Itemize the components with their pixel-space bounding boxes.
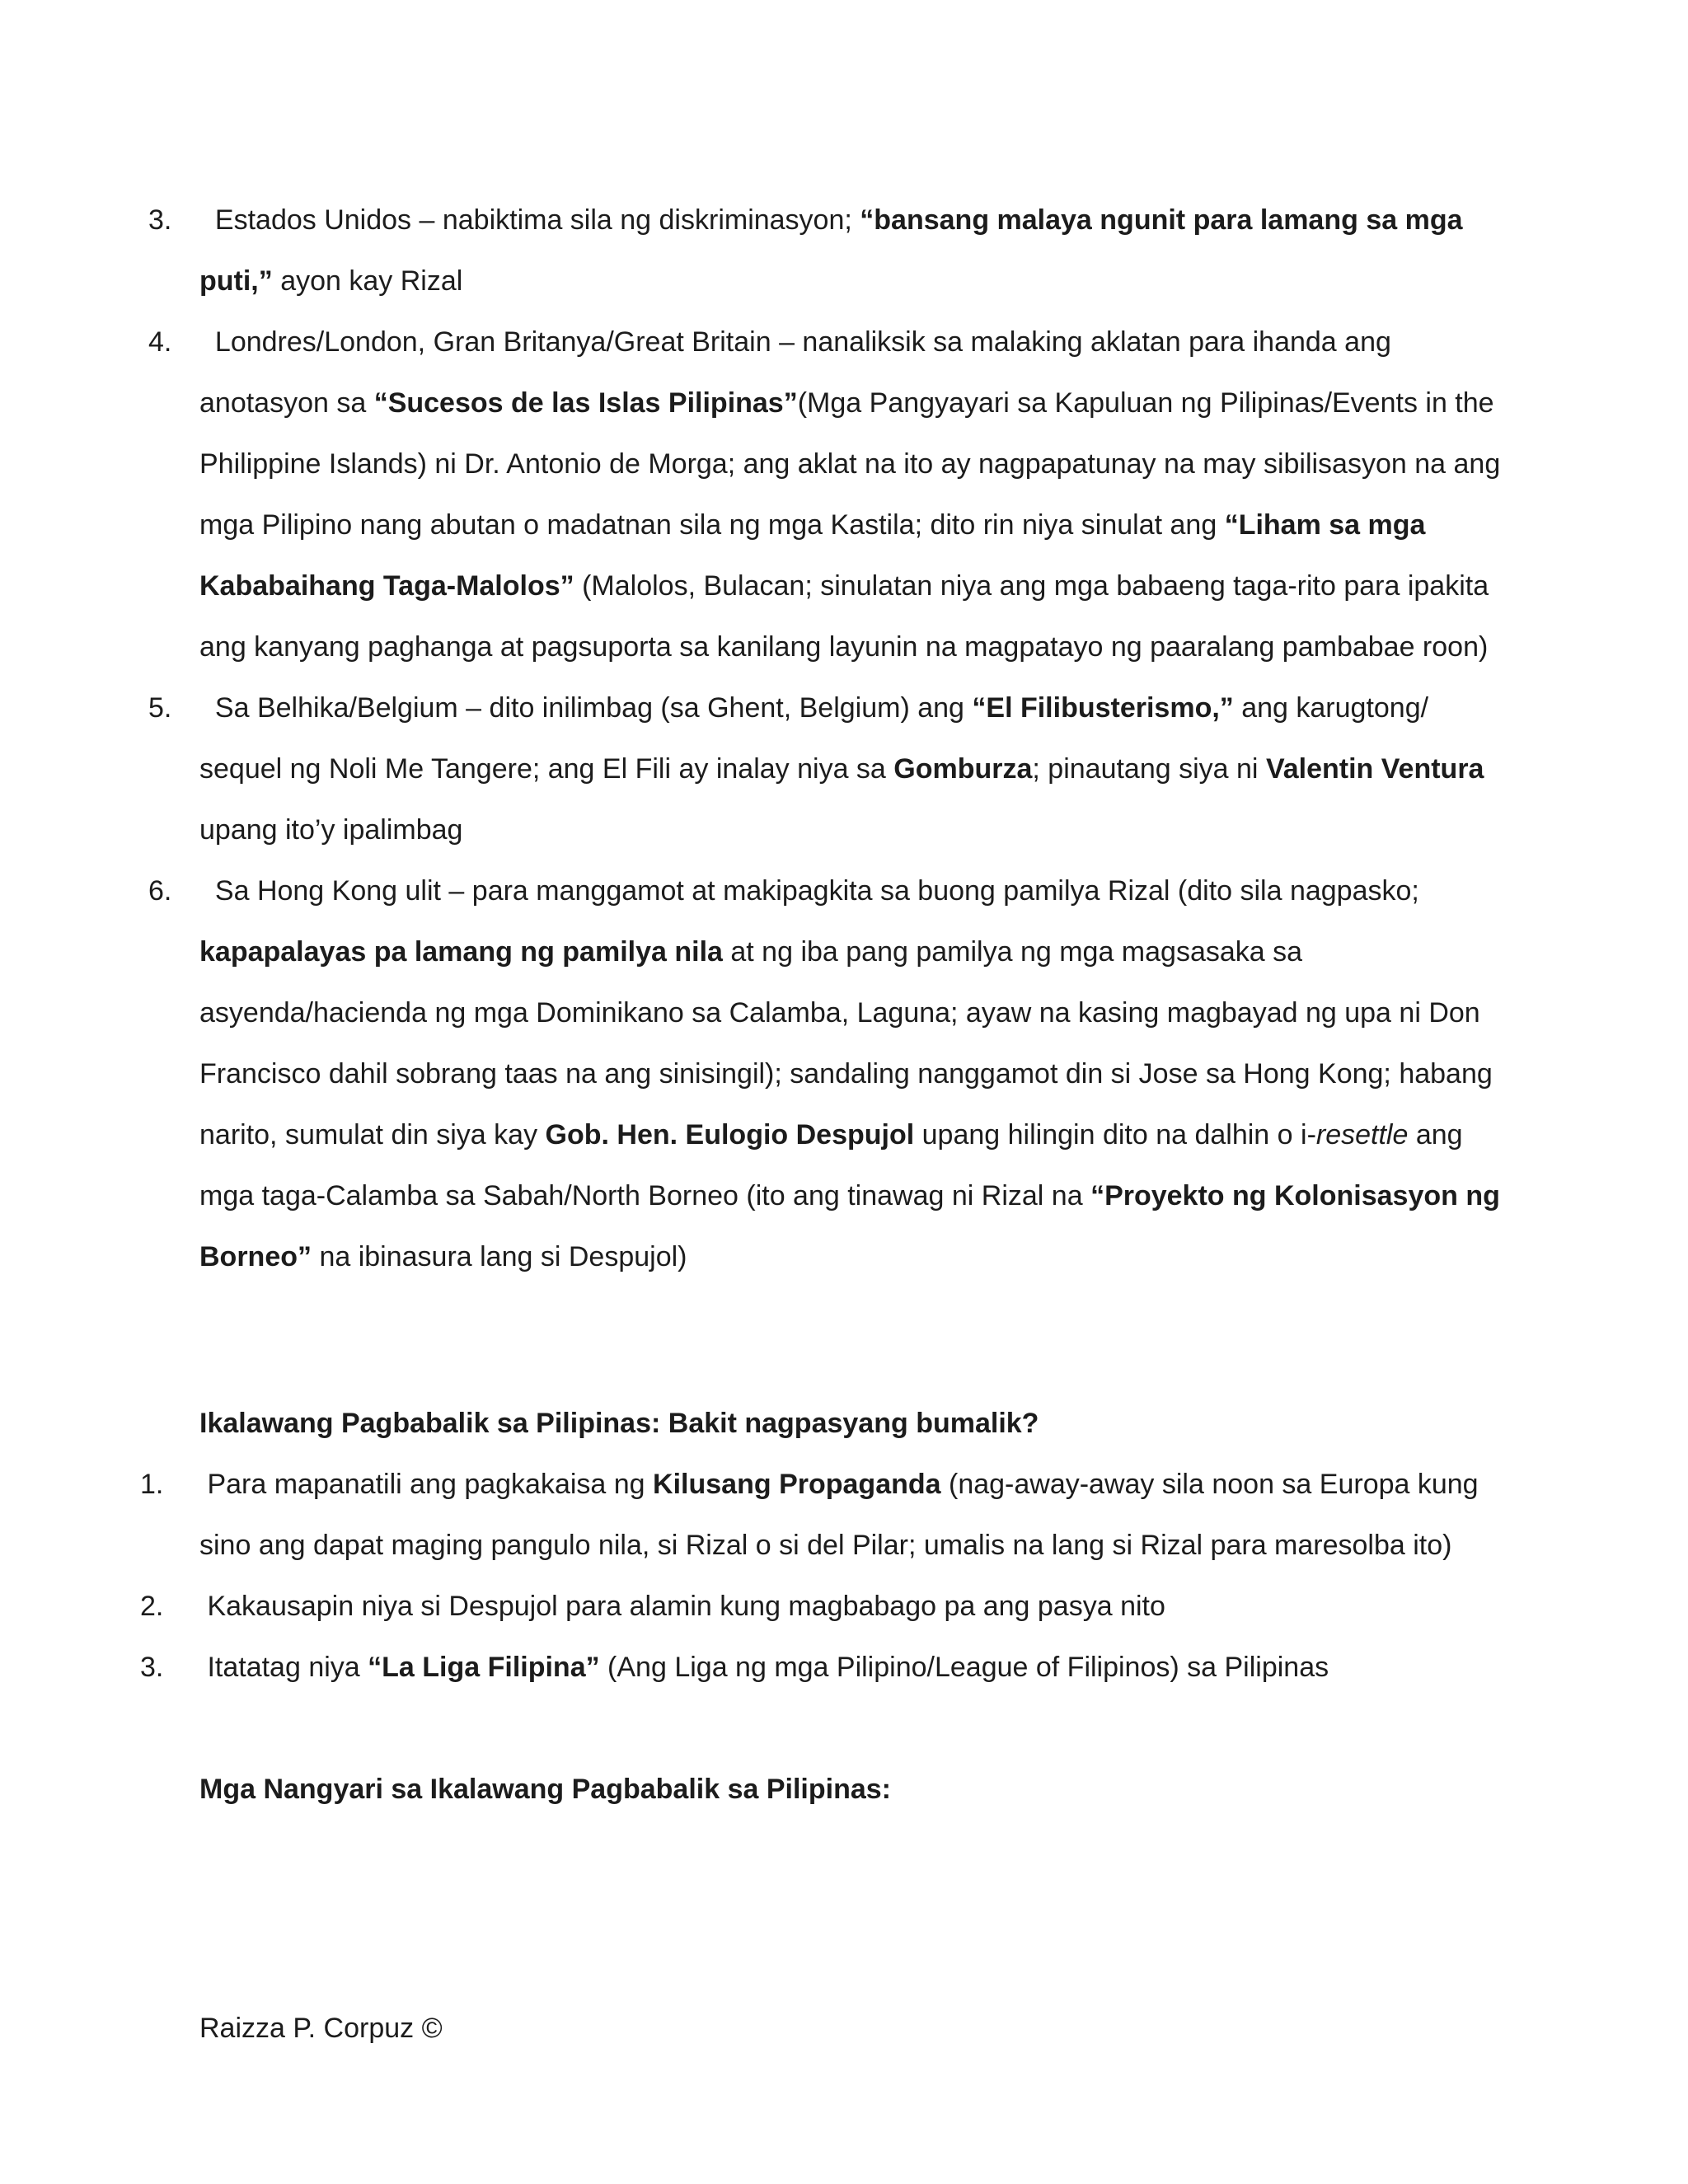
list-number: 5. bbox=[148, 692, 172, 724]
text-run: Kakausapin niya si Despujol para alamin kung magbabago pa ang pasya nito bbox=[207, 1591, 1165, 1622]
text-run: na ibinasura lang si Despujol) bbox=[312, 1241, 687, 1272]
bold-text: Valentin Ventura bbox=[1265, 753, 1484, 785]
footer-author: Raizza P. Corpuz © bbox=[199, 2013, 443, 2044]
list-number: 3. bbox=[140, 1652, 164, 1683]
bold-text: “La Liga Filipina” bbox=[368, 1652, 600, 1683]
bold-text: “Proyekto ng Kolonisasyon ng Borneo” bbox=[199, 1180, 1500, 1272]
places-list bbox=[148, 190, 1518, 1287]
bold-text: Gob. Hen. Eulogio Despujol bbox=[545, 1119, 915, 1151]
text-run: Estados Unidos – nabiktima sila ng diskriminasyon; bbox=[214, 204, 860, 236]
text-run: upang ito’y ipalimbag bbox=[199, 814, 463, 846]
list-item bbox=[140, 1454, 1518, 1576]
text-run: (nag-away-away sila noon sa Europa kung sino ang dapat maging pangulo nila, si Rizal o si del Pilar; umalis na lang si Rizal para maresolba ito) bbox=[199, 1469, 1479, 1561]
text-run: (Malolos, Bulacan; sinulatan niya ang mga babaeng taga-rito para ipakita ang kanyang paghanga at pagsuporta sa kanilang layunin na magpatayo ng paaralang pambabae roon) bbox=[199, 570, 1489, 663]
bold-text: “Liham sa mga Kababaihang Taga-Malolos” bbox=[199, 509, 1426, 602]
list-item bbox=[140, 1637, 1518, 1698]
text-run: upang hilingin dito na dalhin o i- bbox=[914, 1119, 1316, 1151]
bold-text: Gomburza bbox=[893, 753, 1033, 785]
text-run: Itatatag niya bbox=[207, 1652, 368, 1683]
text-run: ayon kay Rizal bbox=[272, 265, 463, 297]
bold-text: kapapalayas pa lamang ng pamilya nila bbox=[199, 936, 723, 968]
list-item bbox=[148, 190, 1518, 312]
bold-text: Kilusang Propaganda bbox=[653, 1469, 941, 1500]
list-item bbox=[140, 1576, 1518, 1637]
text-run: Para mapanatili ang pagkakaisa ng bbox=[207, 1469, 654, 1500]
bold-text: “Sucesos de las Islas Pilipinas” bbox=[373, 387, 798, 419]
text-run: Londres/London, Gran Britanya/Great Britain – nanaliksik sa malaking aklatan para ihanda ang anotasyon sa bbox=[199, 326, 1391, 419]
text-run: (Ang Liga ng mga Pilipino/League of Filipinos) sa Pilipinas bbox=[599, 1652, 1329, 1683]
list-number: 2. bbox=[140, 1591, 164, 1622]
list-item bbox=[148, 312, 1518, 677]
text-run: ang karugtong/ sequel ng Noli Me Tangere; ang El Fili ay inalay niya sa bbox=[199, 692, 1429, 785]
list-number: 3. bbox=[148, 204, 172, 236]
bold-text: “El Filibusterismo,” bbox=[972, 692, 1234, 724]
list-number: 1. bbox=[140, 1469, 164, 1500]
list-number: 4. bbox=[148, 326, 172, 358]
subheading: Mga Nangyari sa Ikalawang Pagbabalik sa Pilipinas: bbox=[199, 1774, 891, 1805]
text-run: at ng iba pang pamilya ng mga magsasaka sa asyenda/hacienda ng mga Dominikano sa Calamba, Laguna; ayaw na kasing magbayad ng upa ni Don Francisco dahil sobrang taas na ang sinisingil); sandaling nanggamot din si Jose sa Hong Kong; habang narito, sumulat din siya kay bbox=[199, 936, 1493, 1151]
list-number: 6. bbox=[148, 875, 172, 907]
list-item bbox=[148, 677, 1518, 860]
section-heading: Ikalawang Pagbabalik sa Pilipinas: Bakit nagpasyang bumalik? bbox=[199, 1408, 1039, 1439]
text-run: Sa Belhika/Belgium – dito inilimbag (sa Ghent, Belgium) ang bbox=[214, 692, 973, 724]
text-run: ; pinautang siya ni bbox=[1032, 753, 1266, 785]
italic-text: resettle bbox=[1315, 1119, 1409, 1151]
text-run: Sa Hong Kong ulit – para manggamot at makipagkita sa buong pamilya Rizal (dito sila nagpasko; bbox=[214, 875, 1419, 907]
text-run: (Mga Pangyayari sa Kapuluan ng Pilipinas/Events in the Philippine Islands) ni Dr. Antonio de Morga; ang aklat na ito ay nagpapatunay na may sibilisasyon na ang mga Pilipino nang abutan o madatnan sila ng mga Kastila; dito rin niya sinulat ang bbox=[199, 387, 1501, 541]
bold-text: “bansang malaya ngunit para lamang sa mga puti,” bbox=[199, 204, 1463, 297]
reasons-list bbox=[140, 1454, 1518, 1698]
text-run: ang mga taga-Calamba sa Sabah/North Borneo (ito ang tinawag ni Rizal na bbox=[199, 1119, 1463, 1212]
list-item bbox=[148, 860, 1518, 1287]
